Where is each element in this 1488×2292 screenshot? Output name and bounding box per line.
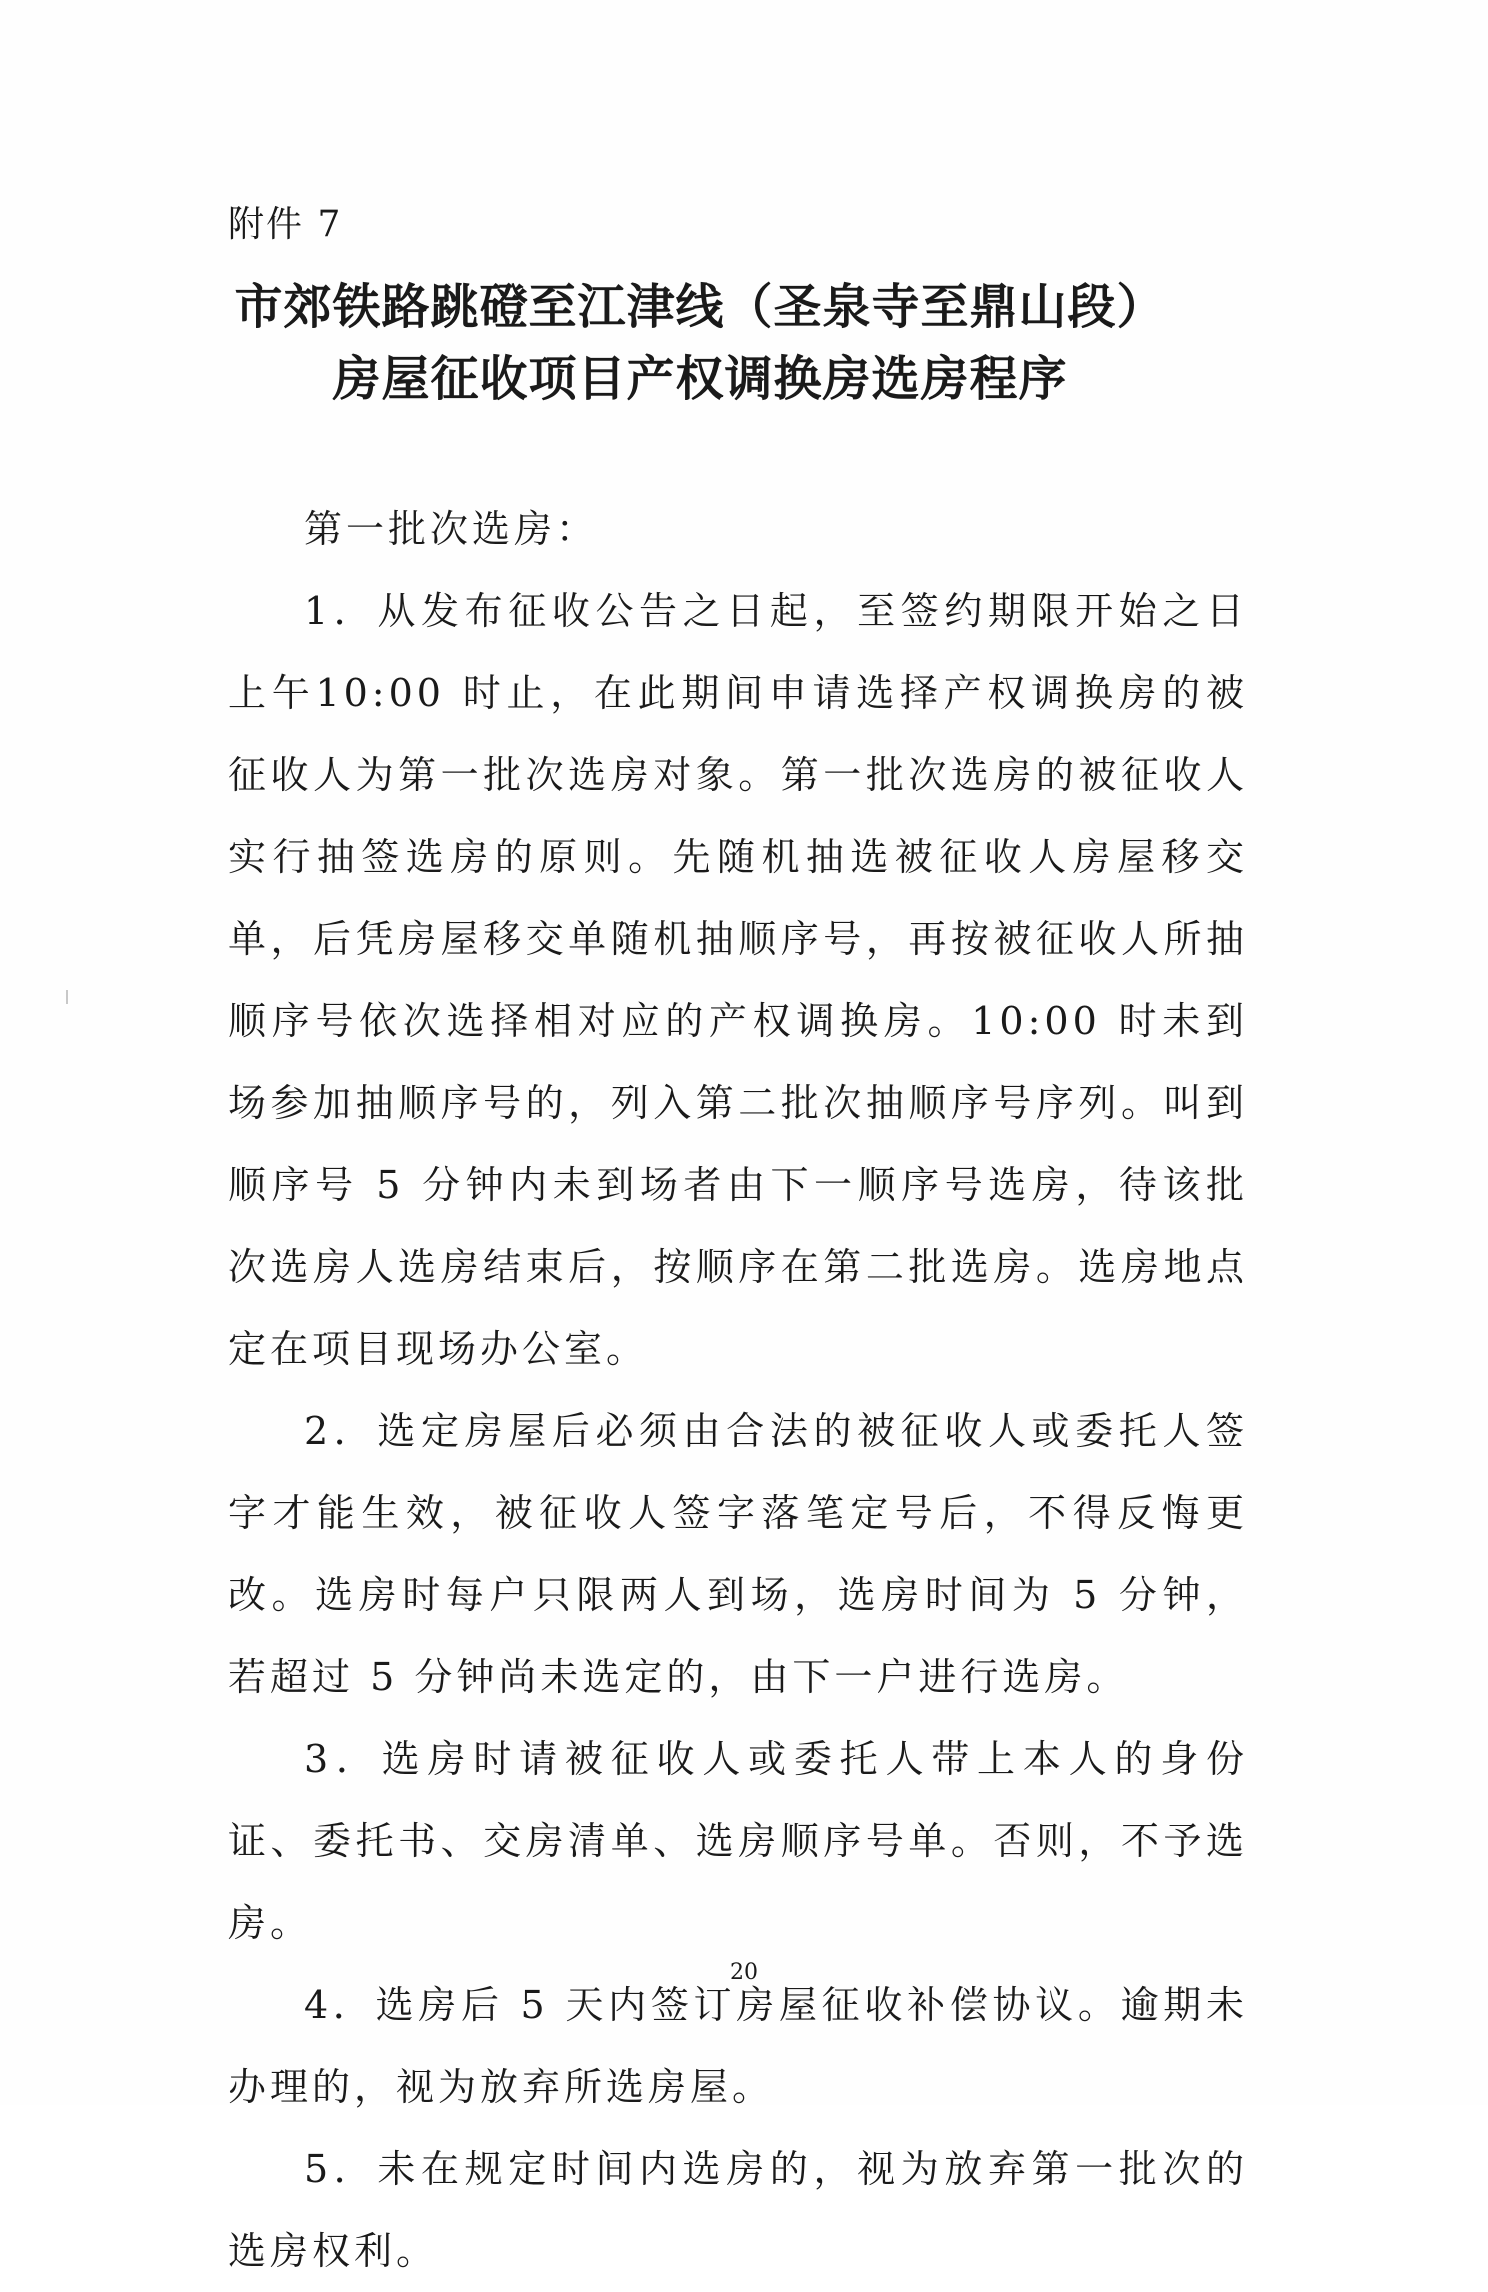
procedure-item-1: 1．从发布征收公告之日起，至签约期限开始之日上午10:00 时止，在此期间申请选择产权调换房的被征收人为第一批次选房对象。第一批次选房的被征收人实行抽签选房的原则。先随机抽选被征收人房屋移交单，后凭房屋移交单随机抽顺序号，再按被征收人所抽顺序号依次选择相对应的产权调换房。10:00 时未到场参加抽顺序号的，列入第二批次抽顺序号序列。叫到顺序号 5 分钟内未到场者由下一顺序号选房，待该批次选房人选房结束后，按顺序在第二批选房。选房地点定在项目现场办公室。 — [228, 589, 1248, 1371]
procedure-item-5: 5．未在规定时间内选房的，视为放弃第一批次的选房权利。 — [228, 2147, 1248, 2273]
section-heading: 第一批次选房： — [304, 507, 599, 551]
attachment-label: 附件 7 — [228, 204, 343, 245]
procedure-item-3: 3．选房时请被征收人或委托人带上本人的身份证、委托书、交房清单、选房顺序号单。否则，不予选房。 — [228, 1737, 1248, 1945]
procedure-item-2: 2．选定房屋后必须由合法的被征收人或委托人签字才能生效，被征收人签字落笔定号后，不得反悔更改。选房时每户只限两人到场，选房时间为 5 分钟，若超过 5 分钟尚未选定的，由下一户进行选房。 — [228, 1409, 1248, 1699]
page-number: 20 — [730, 1960, 758, 1985]
procedure-item-4: 4．选房后 5 天内签订房屋征收补偿协议。逾期未办理的，视为放弃所选房屋。 — [228, 1983, 1248, 2109]
scan-margin-mark — [66, 990, 68, 1004]
document-title-line2: 房屋征收项目产权调换房选房程序 — [332, 351, 1068, 407]
document-title-line1: 市郊铁路跳磴至江津线（圣泉寺至鼎山段） — [234, 279, 1166, 335]
document-body — [228, 488, 1248, 2292]
